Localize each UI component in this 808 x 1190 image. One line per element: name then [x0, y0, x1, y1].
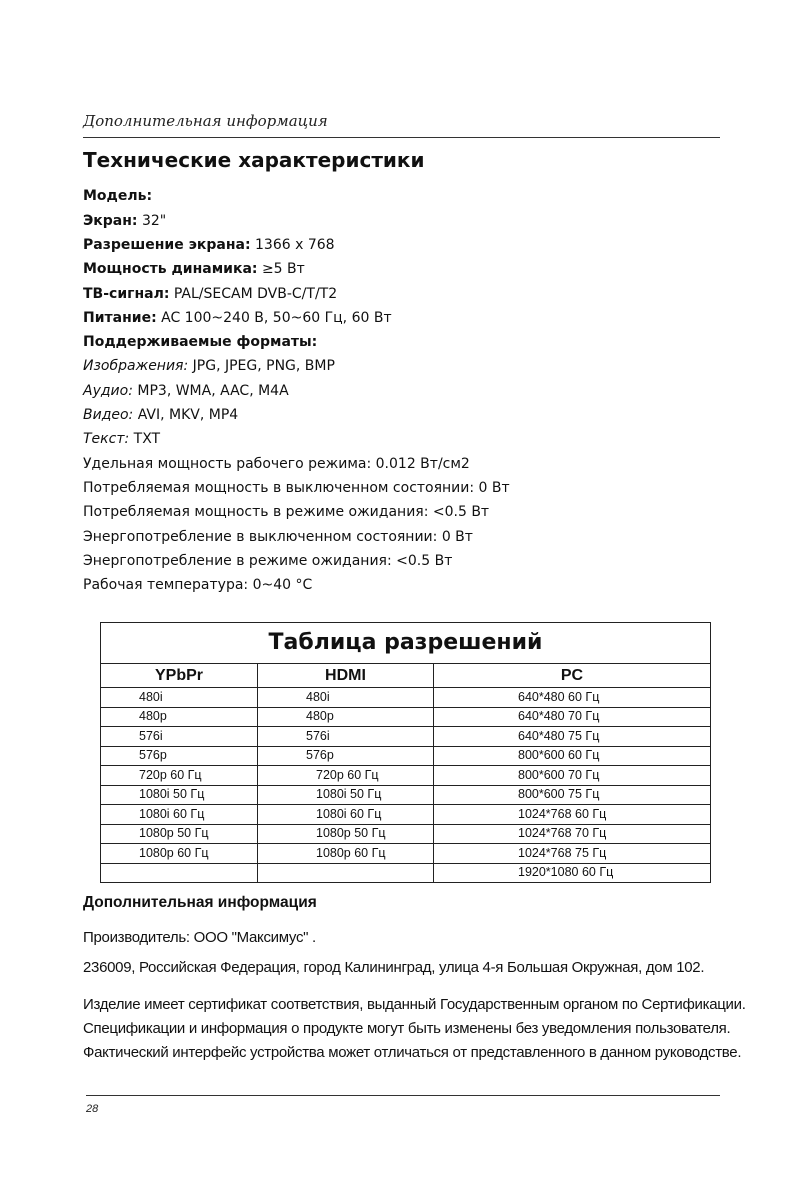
table-row [101, 844, 711, 864]
spec-line: Удельная мощность рабочего режима: 0.012 Вт/см2 [83, 456, 470, 472]
table-cell: 480p [258, 707, 434, 727]
table-title: Таблица разрешений [101, 623, 711, 664]
spec-resolution [83, 237, 335, 253]
table-row [101, 688, 711, 708]
table-row [101, 824, 711, 844]
spec-value: 32" [137, 213, 167, 229]
table-cell: 1080i 60 Гц [101, 805, 258, 825]
spec-value: TXT [129, 431, 161, 447]
spec-value: AVI, MKV, MP4 [133, 407, 239, 423]
section-header: Дополнительная информация [83, 112, 328, 130]
additional-info-title: Дополнительная информация [83, 894, 317, 911]
table-cell: 1920*1080 60 Гц [434, 863, 711, 883]
spec-label: Питание: [83, 310, 157, 326]
table-cell: 720p 60 Гц [101, 766, 258, 786]
spec-value: 1366 x 768 [250, 237, 335, 253]
spec-formats [83, 334, 317, 350]
table-cell: 1024*768 60 Гц [434, 805, 711, 825]
spec-images [83, 358, 335, 374]
spec-label: Поддерживаемые форматы: [83, 334, 318, 350]
table-cell: 576p [101, 746, 258, 766]
spec-label: Текст: [83, 431, 130, 447]
table-cell: 576i [101, 727, 258, 747]
manufacturer-line: Производитель: ООО "Максимус" . [83, 929, 316, 946]
note-line: Спецификации и информация о продукте могут быть изменены без уведомления пользователя. [83, 1020, 731, 1037]
note-line: Фактический интерфейс устройства может отличаться от представленного в данном руководстве. [83, 1044, 742, 1061]
spec-label: Разрешение экрана: [83, 237, 251, 253]
table-cell: 480i [258, 688, 434, 708]
table-title-row [101, 623, 711, 664]
spec-power [83, 310, 392, 326]
page-title: Технические характеристики [83, 148, 425, 172]
spec-audio [83, 383, 289, 399]
table-row [101, 727, 711, 747]
table-cell: 1080i 60 Гц [258, 805, 434, 825]
table-cell: 800*600 70 Гц [434, 766, 711, 786]
table-cell: 1080p 50 Гц [258, 824, 434, 844]
table-cell: 800*600 75 Гц [434, 785, 711, 805]
table-cell: 640*480 75 Гц [434, 727, 711, 747]
spec-tv-signal [83, 286, 337, 302]
spec-label: Экран: [83, 213, 138, 229]
spec-value: AC 100~240 В, 50~60 Гц, 60 Вт [156, 310, 392, 326]
spec-label: Аудио: [83, 383, 133, 399]
table-cell [258, 863, 434, 883]
table-cell: 640*480 60 Гц [434, 688, 711, 708]
page-number: 28 [86, 1103, 99, 1115]
table-row [101, 805, 711, 825]
table-cell: 1080i 50 Гц [258, 785, 434, 805]
spec-label: Изображения: [83, 358, 189, 374]
table-cell: 800*600 60 Гц [434, 746, 711, 766]
resolution-table [100, 622, 711, 883]
column-header-ypbpr: YPbPr [101, 664, 258, 688]
spec-value: ≥5 Вт [257, 261, 305, 277]
footer-divider [86, 1095, 720, 1096]
spec-label: Видео: [83, 407, 134, 423]
header-divider [83, 137, 720, 138]
spec-value: JPG, JPEG, PNG, BMP [188, 358, 335, 374]
spec-model [83, 188, 152, 204]
table-cell: 576p [258, 746, 434, 766]
spec-label: Модель: [83, 188, 153, 204]
spec-screen [83, 213, 166, 229]
spec-line: Потребляемая мощность в режиме ожидания: <0.5 Вт [83, 504, 490, 520]
table-cell: 640*480 70 Гц [434, 707, 711, 727]
spec-speaker [83, 261, 305, 277]
table-cell: 480p [101, 707, 258, 727]
table-cell: 576i [258, 727, 434, 747]
table-cell: 1024*768 70 Гц [434, 824, 711, 844]
table-cell [101, 863, 258, 883]
spec-value: PAL/SECAM DVB-C/T/T2 [169, 286, 338, 302]
table-header-row [101, 664, 711, 688]
table-cell: 1024*768 75 Гц [434, 844, 711, 864]
spec-line: Потребляемая мощность в выключенном состоянии: 0 Вт [83, 480, 510, 496]
spec-text [83, 431, 160, 447]
spec-line: Энергопотребление в режиме ожидания: <0.5 Вт [83, 553, 453, 569]
spec-value: MP3, WMA, AAC, M4A [132, 383, 289, 399]
table-row [101, 863, 711, 883]
column-header-hdmi: HDMI [258, 664, 434, 688]
address-line: 236009, Российская Федерация, город Калининград, улица 4-я Большая Окружная, дом 102. [83, 959, 705, 976]
table-cell: 1080i 50 Гц [101, 785, 258, 805]
table-cell: 480i [101, 688, 258, 708]
table-row [101, 785, 711, 805]
table-row [101, 707, 711, 727]
table-cell: 1080p 60 Гц [101, 844, 258, 864]
table-row [101, 746, 711, 766]
spec-line: Энергопотребление в выключенном состоянии: 0 Вт [83, 529, 473, 545]
table-cell: 1080p 50 Гц [101, 824, 258, 844]
table-row [101, 766, 711, 786]
note-line: Изделие имеет сертификат соответствия, выданный Государственным органом по Сертификации. [83, 996, 746, 1013]
table-cell: 1080p 60 Гц [258, 844, 434, 864]
table-cell: 720p 60 Гц [258, 766, 434, 786]
column-header-pc: PC [434, 664, 711, 688]
spec-label: ТВ-сигнал: [83, 286, 170, 302]
spec-label: Мощность динамика: [83, 261, 258, 277]
spec-video [83, 407, 238, 423]
spec-line: Рабочая температура: 0~40 °С [83, 577, 313, 593]
